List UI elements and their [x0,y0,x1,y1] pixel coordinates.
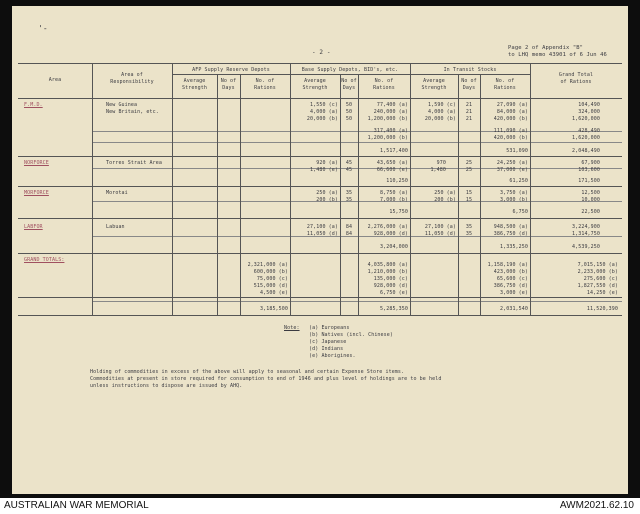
cell: 27,100 (a) [424,224,456,230]
rule [18,253,622,254]
cell: 1,314,750 [572,231,600,237]
header-ref-line-2: to LHQ memo 43901 of 6 Jun 46 [508,52,607,58]
header-responsibility-2: Responsibility [110,79,154,85]
note-item: (d) Indians [309,346,344,352]
cell: 4,539,250 [572,244,600,250]
header-tr-days-1: No of [461,78,477,84]
cell: 928,000 (d) [373,231,408,237]
cell: 15 [465,197,473,203]
cell: 1,590 (c) [428,102,456,108]
header-responsibility-1: Area of [121,72,143,78]
cell: 1,158,190 (a) [487,262,528,268]
cell: 171,500 [578,178,600,184]
cell: 35 [345,190,353,196]
cell: 22,500 [581,209,600,215]
cell: 3,000 (e) [500,290,528,296]
cell: 21 [465,109,473,115]
cell: 1,335,250 [500,244,528,250]
cell: 37,000 (e) [496,167,528,173]
footer-accession: AWM2021.62.10 [559,500,634,511]
rule [18,315,622,316]
paragraph-line: unless instructions to dispose are issued by AHQ. [90,383,243,389]
rule [18,156,622,157]
cell: 275,600 (c) [583,276,618,282]
header-afp-avg-2: Strength [182,85,207,91]
cell: 24,250 (a) [496,160,528,166]
cell: 45 [345,160,353,166]
cell: 6,750 [512,209,528,215]
cell: 111,090 (a) [493,128,528,134]
cell: 66,600 (e) [376,167,408,173]
resp-morotai: Morotai [106,190,128,196]
cell: 240,000 (a) [373,109,408,115]
rule [18,297,622,298]
cell: 200 (b) [316,197,338,203]
header-grand-1: Grand Total [558,72,594,78]
header-grand-2: of Rations [560,79,592,85]
document-page [12,6,628,494]
cell: 200 (b) [434,197,456,203]
header-afp-rat-1: No. of [255,78,275,84]
area-grand-totals: GRAND TOTALS: [24,257,65,263]
cell: 7,015,150 (a) [577,262,618,268]
cell: 423,000 (b) [493,269,528,275]
header-bsd-avg-1: Average [304,78,326,84]
cell: 5,285,350 [380,306,408,312]
cell: 3,750 (a) [500,190,528,196]
header-tr-days-2: Days [462,85,476,91]
cell: 7,000 (b) [380,197,408,203]
archive-footer [0,498,640,514]
cell: 21 [465,102,473,108]
paragraph-line: Holding of commodities in excess of the above will apply to seasonal and certain Expense Store items. [90,369,405,375]
cell: 1,200,000 (b) [367,116,408,122]
cell: 15 [465,190,473,196]
cell: 2,233,000 (b) [577,269,618,275]
cell: 515,000 (d) [253,283,288,289]
rule [18,98,622,99]
cell: 250 (a) [316,190,338,196]
cell: 386,750 (d) [493,231,528,237]
cell: 2,031,540 [500,306,528,312]
note-item: (b) Natives (incl. Chinese) [309,332,393,338]
header-bsd-rat-1: No. of [374,78,394,84]
cell: 920 (a) [316,160,338,166]
resp-labuan: Labuan [106,224,125,230]
cell: 1,517,400 [380,148,408,154]
cell: 4,000 (a) [428,109,456,115]
cell: 27,100 (a) [306,224,338,230]
header-tr-avg-2: Strength [421,85,447,91]
col-rule [290,63,291,315]
cell: 67,900 [581,160,600,166]
cell: 135,000 (c) [373,276,408,282]
col-rule [92,63,93,315]
area-norforce: NORFORCE [24,160,49,166]
margin-mark: '- [38,24,48,33]
cell: 50 [345,109,353,115]
cell: 250 (a) [434,190,456,196]
cell: 2,321,000 (a) [247,262,288,268]
cell: 12,500 [581,190,600,196]
cell: 3,204,000 [380,244,408,250]
cell: 4,000 (a) [310,109,338,115]
header-afp-avg-1: Average [183,78,206,84]
cell: 25 [465,160,473,166]
cell: 531,090 [506,148,528,154]
cell: 50 [345,116,353,122]
cell: 928,000 (d) [373,283,408,289]
cell: 35 [465,231,473,237]
header-tr-avg-1: Average [423,78,445,84]
cell: 61,250 [509,178,528,184]
cell: 1,210,000 (b) [367,269,408,275]
note-item: (c) Japanese [309,339,347,345]
note-label: Note: [284,325,300,331]
cell: 14,250 (e) [586,290,618,296]
area-fmd: F.M.D. [24,102,43,108]
footer-institution: AUSTRALIAN WAR MEMORIAL [4,500,149,511]
cell: 43,650 (a) [376,160,408,166]
cell: 1,480 [430,167,446,173]
cell: 84 [345,231,353,237]
resp-new-britain: New Britain, etc. [106,109,159,115]
cell: 77,400 (a) [376,102,408,108]
cell: 75,000 (c) [256,276,288,282]
cell: 1,200,000 (b) [367,135,408,141]
cell: 2,048,490 [572,148,600,154]
note-item: (a) Europeans [309,325,350,331]
col-rule [217,74,218,315]
cell: 324,000 [578,109,600,115]
cell: 35 [345,197,353,203]
cell: 1,550 (c) [310,102,338,108]
cell: 420,000 (b) [493,135,528,141]
note-item: (e) Aborigines. [309,353,356,359]
cell: 6,750 (e) [380,290,408,296]
cell: 27,090 (a) [496,102,528,108]
area-morforce: MORFORCE [24,190,49,196]
header-bsd-avg-2: Strength [302,85,328,91]
cell: 4,500 (e) [260,290,288,296]
cell: 21 [465,116,473,122]
cell: 420,000 (b) [493,116,528,122]
header-afp-days-1: No of [220,78,237,84]
header-transit: In Transit Stocks [443,67,497,73]
header-area: Area [48,77,62,83]
header-bsd-days-1: No of [341,78,357,84]
cell: 35 [465,224,473,230]
rule [18,63,622,64]
cell: 20,000 (b) [306,116,338,122]
header-tr-rat-1: No. of [495,78,515,84]
header-tr-rat-2: Rations [494,85,516,91]
cell: 1,827,550 (d) [577,283,618,289]
cell: 1,620,000 [572,116,600,122]
header-ref-line-1: Page 2 of Appendix "B" [508,45,584,51]
cell: 948,500 (a) [493,224,528,230]
cell: 84 [345,224,353,230]
cell: 1,620,000 [572,135,600,141]
resp-torres-strait: Torres Strait Area [106,160,162,166]
cell: 10,000 [581,197,600,203]
cell: 386,750 (d) [493,283,528,289]
cell: 45 [345,167,353,173]
rule [172,74,400,75]
header-bsd-rat-2: Rations [373,85,395,91]
rule [18,218,622,219]
rule [18,186,622,187]
header-bsd: Base Supply Depots, BID's, etc. [301,67,399,73]
cell: 3,000 (b) [500,197,528,203]
rule [400,74,530,75]
cell: 84,000 (a) [496,109,528,115]
cell: 50 [345,102,353,108]
cell: 65,600 (c) [496,276,528,282]
cell: 11,050 (d) [424,231,456,237]
cell: 25 [465,167,473,173]
cell: 103,600 [578,167,600,173]
cell: 11,520,390 [586,306,618,312]
cell: 3,224,900 [572,224,600,230]
cell: 15,750 [389,209,408,215]
header-afp-days-2: Days [222,85,235,91]
col-rule [410,63,411,315]
cell: 317,400 (a) [373,128,408,134]
cell: 20,000 (b) [424,116,456,122]
cell: 104,490 [578,102,600,108]
cell: 4,035,800 (a) [367,262,408,268]
cell: 970 [436,160,446,166]
cell: 2,276,000 (a) [367,224,408,230]
cell: 600,000 (b) [253,269,288,275]
col-rule [172,63,173,315]
cell: 428,490 [578,128,600,134]
header-afp: AFP Supply Reserve Depots [192,67,270,73]
header-afp-rat-2: Rations [254,85,276,91]
cell: 11,050 (d) [306,231,338,237]
cell: 1,480 (e) [310,167,338,173]
header-bsd-days-2: Days [342,85,356,91]
area-labfor: LABFOR [24,224,43,230]
page-number: - 2 - [312,49,331,56]
resp-new-guinea: New Guinea [106,102,138,108]
cell: 110,250 [386,178,408,184]
paragraph-line: Commodities at present in store required for consumption to end of 1946 and plus level of holdings are to be held [90,376,442,382]
cell: 8,750 (a) [380,190,408,196]
cell: 3,185,500 [260,306,288,312]
